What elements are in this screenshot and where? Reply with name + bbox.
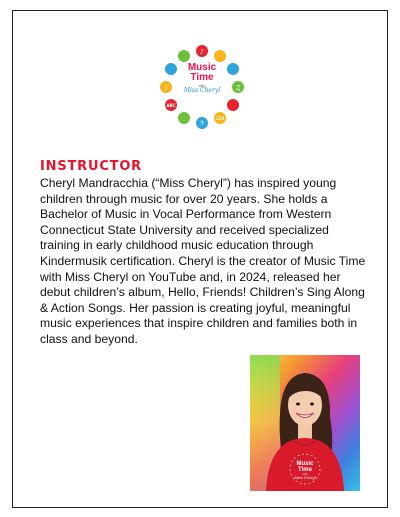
guitar-icon	[178, 50, 190, 62]
person-icon	[165, 63, 177, 75]
letters-badge-label: ABC	[166, 103, 176, 108]
hand-icon	[227, 63, 239, 75]
logo-wordmark	[177, 63, 227, 94]
section-heading: INSTRUCTOR	[40, 159, 142, 174]
instructor-bio: Cheryl Mandracchia (“Miss Cheryl”) has inspired young children through music for over 20 years. She holds a Bachelor of Music in Vocal Performance from Western Connecticut State University and received specialized training in early childhood music education through Kindermusik certification. Cheryl is the creator of Music Time with Miss Cheryl on YouTube and, in 2024, released her debut children’s album, Hello, Friends! Children’s Sing Along & Action Songs. Her passion is creating joyful, meaningful music experiences that inspire children and families both in class and beyond.	[40, 176, 366, 346]
shirt-text-time: Time	[298, 467, 312, 473]
logo-line-name: Miss Cheryl	[183, 87, 221, 94]
logo-line-with: with	[198, 83, 206, 88]
music-time-logo	[159, 44, 245, 130]
logo-line-music: Music	[187, 62, 217, 73]
svg-text:♪: ♪	[199, 48, 205, 56]
numbers-badge-label: 123	[215, 116, 225, 121]
logo-line-time: Time	[190, 72, 214, 83]
dancer-icon	[178, 112, 190, 124]
svg-text:𝄢: 𝄢	[199, 120, 205, 128]
drum-icon	[227, 99, 239, 111]
instructor-photo	[250, 355, 360, 491]
shirt-text-music: Music	[296, 461, 314, 467]
instructor-photo-image	[250, 355, 360, 491]
shirt-text-with: with	[302, 473, 308, 476]
shirt-text-name: Miss Cheryl	[294, 476, 316, 480]
svg-text:♩: ♩	[164, 84, 168, 92]
svg-text:♫: ♫	[234, 84, 242, 92]
trumpet-icon	[214, 50, 226, 62]
